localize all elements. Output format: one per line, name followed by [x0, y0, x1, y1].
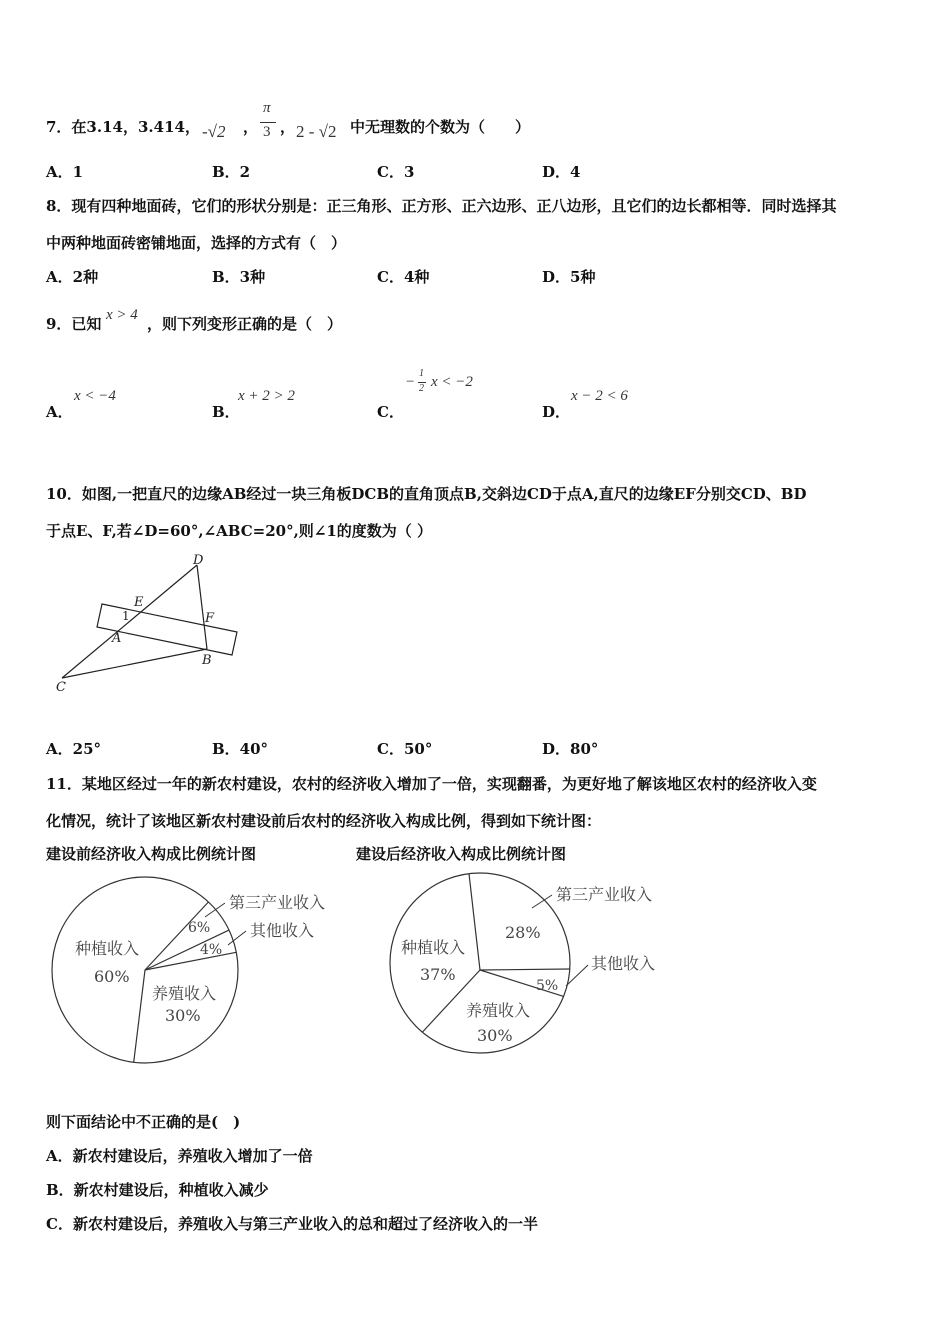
label-f: F: [205, 611, 215, 626]
chart-title-before: 建设前经济收入构成比例统计图: [46, 845, 257, 863]
pie1-slice-other: [480, 969, 570, 970]
pie-chart-before: [40, 875, 360, 1075]
pie1-value-tertiary: 28%: [505, 923, 541, 942]
q7-option-a[interactable]: A．1: [46, 163, 84, 181]
q11-option-c[interactable]: C．新农村建设后，养殖收入与第三产业收入的总和超过了经济收入的一半: [46, 1215, 538, 1233]
q11-line2: 化情况，统计了该地区新农村建设前后农村的经济收入构成比例，得到如下统计图：: [46, 812, 602, 830]
segment-cb: [62, 649, 207, 678]
label-d: D: [193, 553, 204, 568]
label-c: C: [56, 680, 66, 695]
q9-option-b[interactable]: B．: [212, 403, 240, 421]
q8-option-a[interactable]: A．2种: [46, 268, 99, 286]
q8-option-c[interactable]: C．4种: [377, 268, 430, 286]
q9-expr-a: x < −4: [74, 388, 116, 404]
q7-fraction-bar: [260, 122, 276, 123]
pie1-callout-other: 其他收入: [591, 954, 656, 973]
q7-stem: [46, 116, 200, 137]
q9-condition: x > 4: [106, 307, 138, 323]
q9-prefix: 9．已知: [46, 315, 102, 333]
q10-line1: 10．如图,一把直尺的边缘AB经过一块三角板DCB的直角顶点B,交斜边CD于点A,直尺的边缘EF分别交CD、BD: [46, 485, 807, 503]
pie1-slice-tertiary: [469, 874, 480, 970]
q7-option-c[interactable]: C．3: [377, 163, 415, 181]
q9-suffix: ，则下列变形正确的是（ ）: [147, 315, 343, 333]
pie0-callout-tertiary: 第三产业收入: [229, 893, 326, 912]
label-one: 1: [122, 609, 130, 623]
q8-option-b[interactable]: B．3种: [212, 268, 266, 286]
q10-option-a[interactable]: A．25°: [46, 740, 102, 758]
label-a: A: [112, 631, 122, 646]
q7-suffix: 中无理数的个数为（ ）: [350, 118, 531, 136]
q8-option-d[interactable]: D．5种: [542, 268, 596, 286]
q11-line1: 11．某地区经过一年的新农村建设，农村的经济收入增加了一倍，实现翻番，为更好地了解该地区农村的经济收入变: [46, 775, 817, 793]
q7-three: 3: [263, 124, 271, 140]
q10-option-d[interactable]: D．80°: [542, 740, 599, 758]
q8-line1: 8．现有四种地面砖，它们的形状分别是：正三角形、正方形、正六边形、正八边形，且它们的边长都相等．同时选择其: [46, 197, 837, 215]
pie0-value-breeding: 30%: [165, 1006, 201, 1025]
q9-expr-c-num: 1: [419, 368, 424, 379]
q10-option-c[interactable]: C．50°: [377, 740, 433, 758]
q9-option-a[interactable]: A．: [46, 403, 73, 421]
q7-comma2: ，: [280, 118, 296, 136]
q9-expr-b: x + 2 > 2: [238, 388, 295, 404]
chart-title-after: 建设后经济收入构成比例统计图: [356, 845, 567, 863]
q10-figure: [50, 550, 250, 700]
ruler: [97, 604, 237, 655]
segment-db: [197, 565, 207, 649]
pie0-slice-planting: [134, 970, 145, 1062]
q9-expr-c-minus: −: [405, 374, 416, 390]
q7-option-b[interactable]: B．2: [212, 163, 251, 181]
label-e: E: [134, 595, 144, 610]
pie1-label-planting: 种植收入: [401, 938, 466, 957]
q11-option-b[interactable]: B．新农村建设后，种植收入减少: [46, 1181, 269, 1199]
q10-option-b[interactable]: B．40°: [212, 740, 269, 758]
pie0-label-planting: 种植收入: [75, 939, 140, 958]
q11-option-a[interactable]: A．新农村建设后，养殖收入增加了一倍: [46, 1147, 313, 1165]
pie1-label-breeding: 养殖收入: [466, 1001, 531, 1020]
q7-option-d[interactable]: D．4: [542, 163, 581, 181]
q7-pi: π: [263, 100, 271, 116]
pie0-value-tertiary: 6%: [188, 920, 211, 936]
pie0-value-planting: 60%: [94, 967, 130, 986]
label-b: B: [202, 653, 212, 668]
q9-option-c[interactable]: C．: [377, 403, 404, 421]
q9-option-d[interactable]: D．: [542, 403, 571, 421]
q9-expr-c-rest: x < −2: [431, 374, 473, 390]
q9-expr-c-den: 2: [419, 383, 424, 394]
q10-line2: 于点E、F,若∠D=60°,∠ABC=20°,则∠1的度数为（ ）: [46, 522, 433, 540]
pie0-label-breeding: 养殖收入: [152, 984, 217, 1003]
pie0-value-other: 4%: [200, 942, 223, 958]
q9-expr-d: x − 2 < 6: [571, 388, 628, 404]
q8-line2: 中两种地面砖密铺地面，选择的方式有（ ）: [46, 234, 347, 252]
pie-chart-after: [380, 868, 700, 1068]
q11-question: 则下面结论中不正确的是( ): [46, 1113, 241, 1131]
pie0-callout-other: 其他收入: [250, 921, 315, 940]
pie1-callout-tertiary: 第三产业收入: [556, 885, 653, 904]
pie1-value-planting: 37%: [420, 965, 456, 984]
pie1-value-other: 5%: [536, 978, 559, 994]
pie0-leader-tertiary: [205, 903, 225, 917]
q7-comma1: ，: [243, 118, 259, 136]
q7-two-minus-sqrt2: 2 - √2: [296, 122, 337, 141]
pie1-value-breeding: 30%: [477, 1026, 513, 1045]
q7-prefix: 7．在3.14，3.414，: [46, 118, 200, 136]
q7-neg-sqrt2: -√2: [202, 122, 226, 141]
